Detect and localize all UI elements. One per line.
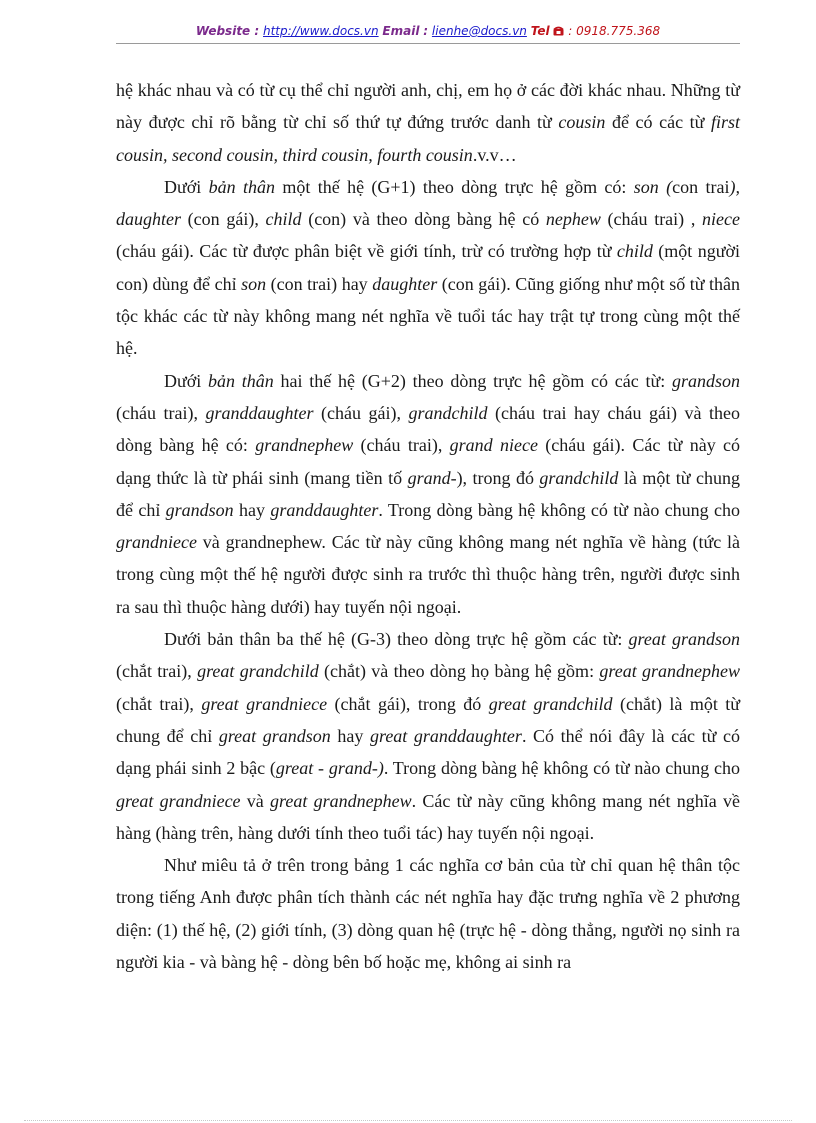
text-run: . Các từ này cũng không mang nét nghĩa về hàng (hàng trên, hàng dưới tính theo tuổi tác) hay tuyến nội ngoại. (116, 790, 740, 843)
text-run: hệ khác nhau và có từ cụ thể chỉ người anh, chị, em họ ở các đời khác nhau. Những từ này được chỉ rõ bằng từ chỉ số thứ tự đứng trước danh từ (116, 80, 740, 133)
header-divider (116, 43, 740, 44)
text-run: (cháu gái). Các từ được phân biệt về giới tính, trừ có trường hợp từ (116, 241, 617, 262)
italic-run: grandchild (408, 402, 488, 423)
text-run: Dưới (164, 176, 209, 197)
text-run: một thế hệ (G+1) theo dòng trực hệ gồm có: (275, 176, 634, 197)
italic-run: great grandchild (488, 693, 613, 714)
text-run: (cháu gái). Các từ này có dạng thức là từ phái sinh (mang tiền tố (116, 435, 741, 488)
text-run: . Có thể nói đây là các từ có dạng phái sinh 2 bậc ( (116, 725, 741, 779)
text-run: (chắt) là một từ chung để chỉ (116, 693, 741, 746)
text-run: con trai (672, 176, 730, 197)
italic-run: grand- (407, 467, 457, 488)
website-label: Website : (195, 24, 260, 38)
text-run: hai thế hệ (G+2) theo dòng trực hệ gồm có các từ: (273, 370, 672, 391)
text-run: để có các từ (605, 112, 711, 133)
email-separator: : (423, 24, 429, 38)
italic-run: grandson (165, 499, 234, 520)
text-run: (chắt gái), trong đó (327, 693, 489, 714)
text-run: (chắt trai), (116, 661, 198, 682)
text-run: . Trong dòng bàng hệ không có từ nào chung cho (383, 758, 740, 779)
italic-run: first cousin, second cousin, third cousin, fourth cousin (116, 112, 740, 165)
text-run: . Trong dòng bàng hệ không có từ nào chung cho (378, 499, 740, 520)
tel-label: Tel (530, 24, 550, 38)
italic-run: grandson (671, 370, 740, 391)
italic-run: great grandchild (197, 661, 319, 682)
text-run: và (240, 790, 271, 811)
italic-run: great - grand-) (275, 758, 384, 779)
document-body (116, 74, 740, 978)
italic-run: bản thân (208, 370, 274, 391)
italic-run: great grandson (628, 629, 741, 650)
italic-run: granddaughter (270, 499, 379, 520)
italic-run: great granddaughter (369, 725, 522, 746)
text-run: (con) và theo dòng bàng hệ có (301, 209, 546, 230)
italic-run: nephew (545, 209, 601, 230)
text-run: Như miêu tả ở trên trong bảng 1 các nghĩa cơ bản của từ chỉ quan hệ thân tộc trong tiếng Anh được phân tích thành các nét nghĩa hay đặc trưng nghĩa về 2 phương diện: (1) thế hệ, (2) giới tính, (3) dòng quan hệ (trực hệ - dòng thẳng, người nọ sinh ra người kia - và bàng hệ - dòng bên bố hoặc mẹ, không ai sinh ra (116, 855, 740, 973)
italic-run: niece (702, 209, 740, 230)
page-header (116, 24, 740, 38)
italic-run: child (265, 209, 302, 230)
text-run: và grandnephew. Các từ này cũng không mang nét nghĩa về hàng (tức là trong cùng một thế hệ người được sinh ra trước thì thuộc hàng trên, người được sinh ra sau thì thuộc hàng dưới) hay tuyến nội ngoại. (116, 532, 740, 617)
italic-run: grandniece (116, 532, 197, 553)
italic-run: son (241, 273, 267, 294)
italic-run: great grandniece (201, 693, 328, 714)
italic-run: great grandnephew (270, 790, 412, 811)
text-run: .v.v… (472, 144, 517, 165)
italic-run: son ( (633, 176, 673, 197)
paragraph-2 (116, 171, 740, 365)
text-run: (con gái), (181, 209, 266, 230)
text-run: Dưới bản thân ba thế hệ (G-3) theo dòng trực hệ gồm các từ: (164, 629, 629, 650)
italic-run: great grandniece (116, 790, 241, 811)
text-run: (chắt trai), (116, 693, 202, 714)
italic-run: granddaughter (205, 402, 314, 423)
text-run: hay (233, 499, 271, 520)
italic-run: grandchild (539, 467, 619, 488)
website-link[interactable]: http://www.docs.vn (263, 24, 379, 38)
italic-run: daughter (116, 209, 181, 230)
text-run: (cháu trai hay cháu gái) và theo dòng bàng hệ có: (116, 402, 740, 456)
italic-run: grandnephew (255, 435, 354, 456)
text-run: (con trai) hay (266, 273, 373, 294)
italic-run: great grandnephew (599, 661, 740, 682)
email-link[interactable]: lienhe@docs.vn (431, 24, 527, 38)
text-run: là một từ chung để chỉ (116, 467, 740, 520)
footer-divider (24, 1120, 792, 1121)
paragraph-5 (116, 849, 740, 978)
text-run: (cháu trai), (116, 402, 206, 423)
italic-run: ), (729, 176, 740, 197)
italic-run: grand niece (449, 435, 538, 456)
text-run: (con gái). Cũng giống như một số từ thân tộc khác các từ này không mang nét nghĩa về tuổi tác hay trật tự trong cùng một thế hệ. (116, 273, 741, 359)
email-label: Email (382, 24, 420, 38)
text-run: (một người con) dùng để chỉ (116, 241, 740, 294)
text-run: (chắt) và theo dòng họ bàng hệ gồm: (318, 661, 600, 682)
phone-icon (553, 24, 568, 38)
text-run: (cháu trai), (353, 435, 450, 456)
paragraph-4 (116, 623, 740, 849)
text-run: (cháu trai) , (600, 209, 703, 230)
italic-run: cousin (558, 112, 606, 133)
text-run: (cháu gái), (313, 402, 409, 423)
italic-run: great grandson (218, 725, 331, 746)
text-run: Dưới (164, 370, 209, 391)
text-run: hay (330, 725, 370, 746)
text-run: ), trong đó (456, 467, 540, 488)
italic-run: bản thân (208, 176, 275, 197)
paragraph-3 (116, 365, 740, 623)
tel-value: : 0918.775.368 (568, 24, 661, 38)
italic-run: daughter (372, 273, 438, 294)
paragraph-1 (116, 74, 740, 171)
italic-run: child (616, 241, 653, 262)
